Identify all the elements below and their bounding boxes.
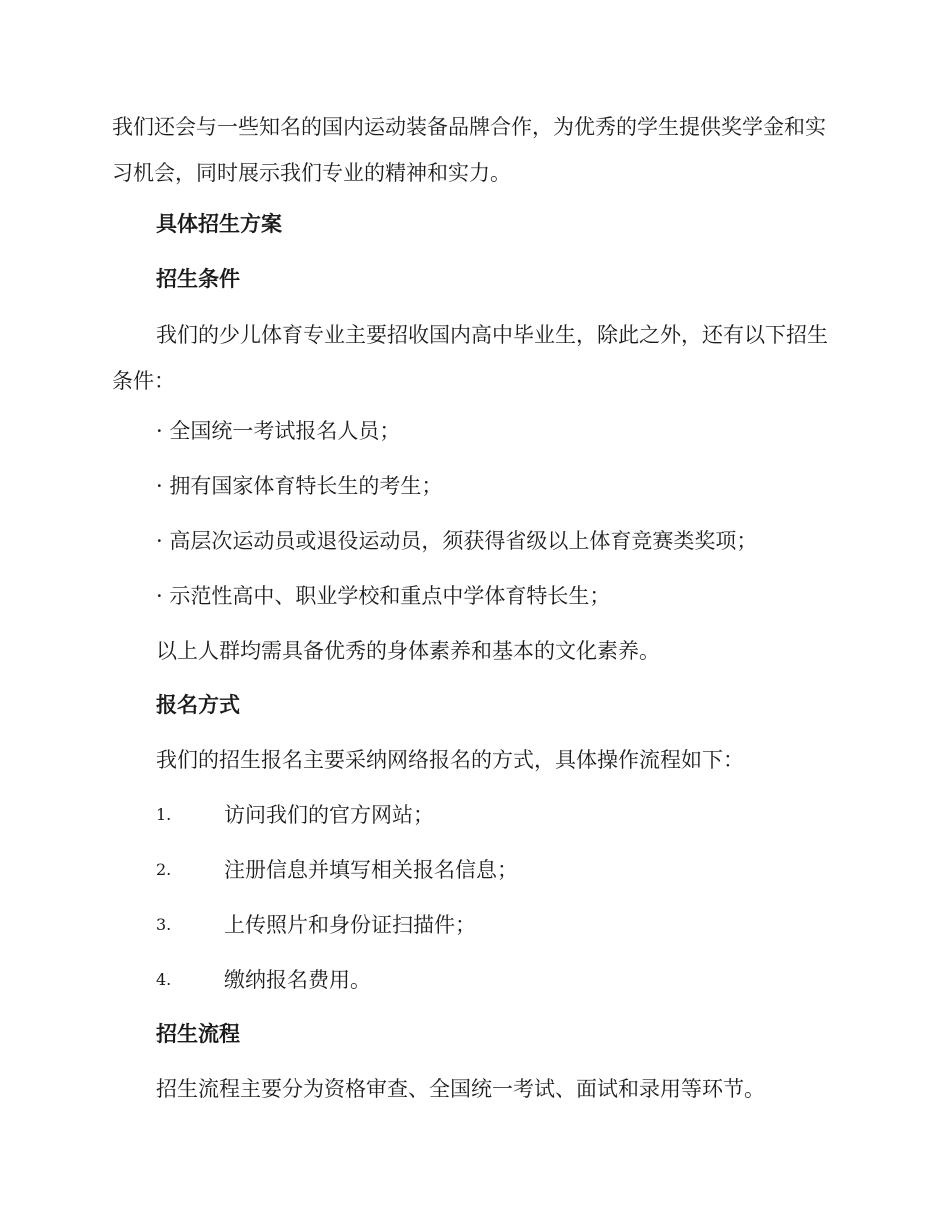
- step-number-4: 4.: [156, 970, 172, 989]
- step-text-1: 访问我们的官方网站；: [224, 803, 434, 827]
- conditions-intro-text: 我们的少儿体育专业主要招收国内高中毕业生，除此之外，还有以下招生条件：: [112, 323, 828, 393]
- process-heading: 招生流程: [156, 1021, 240, 1046]
- condition-bullet-1: · 全国统一考试报名人员；: [156, 419, 401, 443]
- condition-bullet-4: · 示范性高中、职业学校和重点中学体育特长生；: [156, 584, 611, 608]
- conditions-note: 以上人群均需具备优秀的身体素养和基本的文化素养。: [156, 639, 660, 663]
- section-title: 具体招生方案: [156, 211, 282, 236]
- step-text-3: 上传照片和身份证扫描件；: [224, 913, 476, 937]
- conditions-heading: 招生条件: [156, 266, 240, 291]
- step-number-1: 1.: [156, 805, 172, 824]
- registration-intro: 我们的招生报名主要采纳网络报名的方式，具体操作流程如下：: [156, 748, 744, 772]
- step-text-4: 缴纳报名费用。: [224, 968, 371, 992]
- step-number-2: 2.: [156, 860, 172, 879]
- registration-heading: 报名方式: [156, 692, 240, 717]
- condition-bullet-3: · 高层次运动员或退役运动员，须获得省级以上体育竞赛类奖项；: [156, 529, 758, 553]
- step-number-3: 3.: [156, 915, 172, 934]
- intro-paragraph: 我们还会与一些知名的国内运动装备品牌合作，为优秀的学生提供奖学金和实习机会，同时展示我们专业的精神和实力。: [112, 115, 826, 185]
- step-text-2: 注册信息并填写相关报名信息；: [224, 858, 518, 882]
- conditions-intro: [112, 312, 842, 404]
- condition-bullet-2: · 拥有国家体育特长生的考生；: [156, 474, 443, 498]
- process-text: 招生流程主要分为资格审查、全国统一考试、面试和录用等环节。: [156, 1077, 765, 1101]
